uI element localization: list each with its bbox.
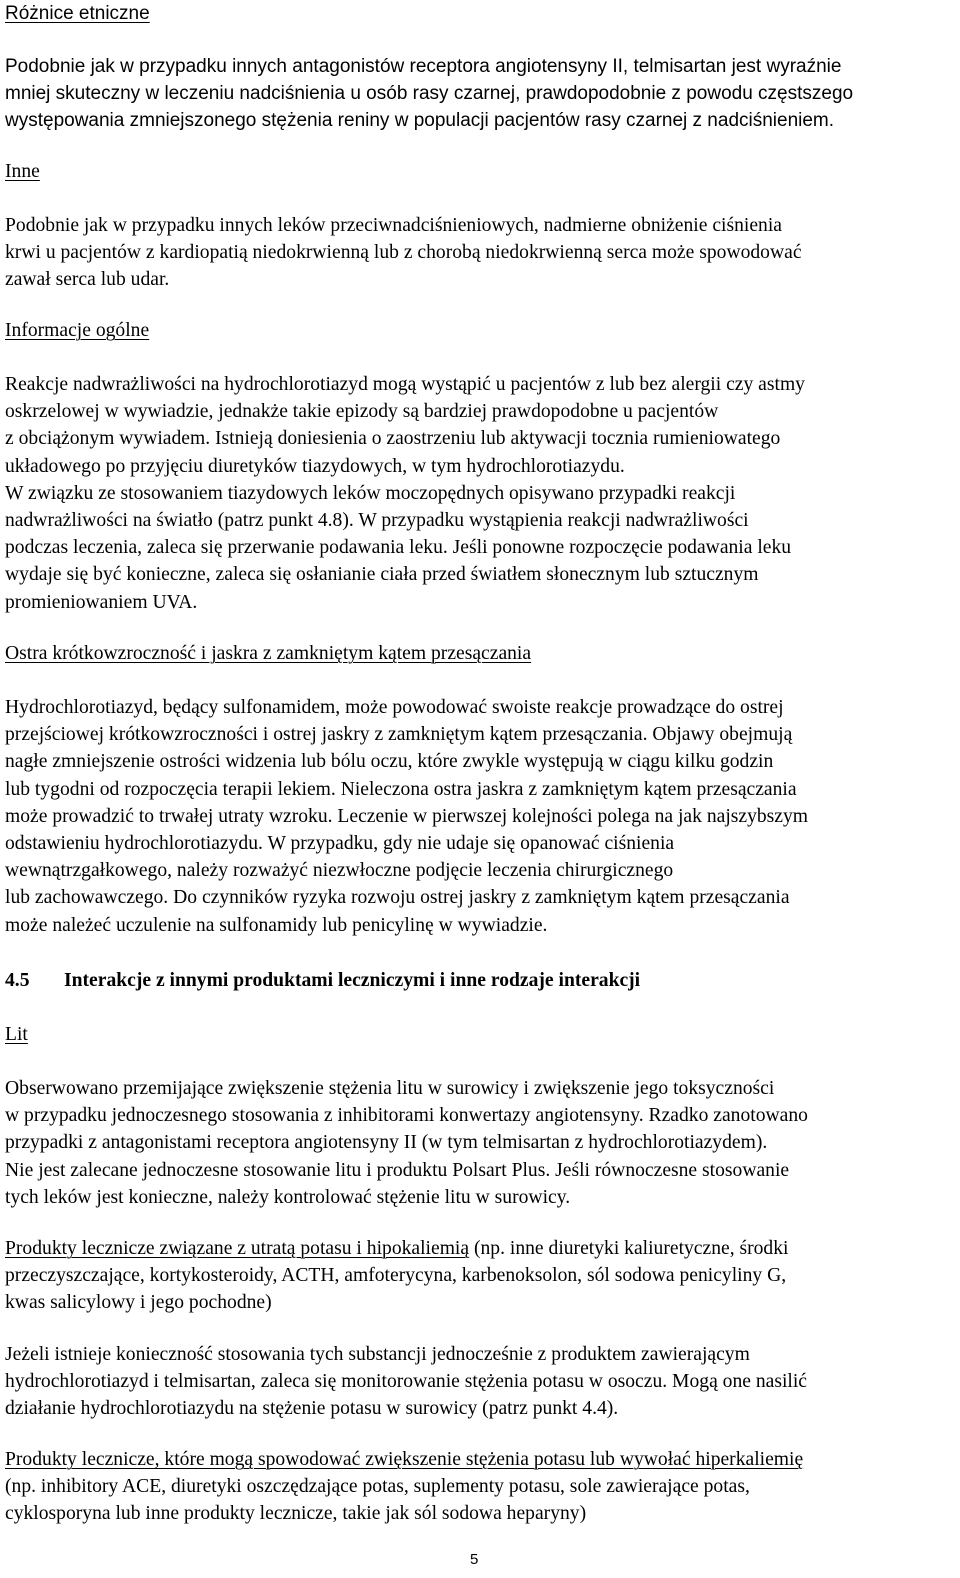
- paragraph-line: występowania zmniejszonego stężenia reniny w populacji pacjentów rasy czarnej z nadciśnieniem.: [5, 110, 835, 131]
- paragraph-line: oskrzelowej w wywiadzie, jednakże takie epizody są bardziej prawdopodobne u pacjentów: [5, 401, 719, 423]
- paragraph-line: może prowadzić to trwałej utraty wzroku. Leczenie w pierwszej kolejności polega na jak najszybszym: [5, 805, 809, 827]
- paragraph-line: Reakcje nadwrażliwości na hydrochlorotiazyd mogą wystąpić u pacjentów z lub bez alergii czy astmy: [5, 374, 805, 395]
- inline-text: (np. inne diuretyki kaliuretyczne, środki: [469, 1238, 789, 1259]
- paragraph-line: [5, 1235, 788, 1262]
- paragraph-line: zawał serca lub udar.: [5, 269, 170, 291]
- paragraph-line: nagłe zmniejszenie ostrości widzenia lub bólu oczu, które zwykle występują w ciągu kilku godzin: [5, 751, 774, 773]
- paragraph-line: hydrochlorotiazyd i telmisartan, zaleca się monitorowanie stężenia potasu w osoczu. Mogą one nasilić: [5, 1371, 807, 1393]
- page-number: 5: [470, 1551, 479, 1568]
- paragraph-line: (np. inhibitory ACE, diuretyki oszczędzające potas, suplementy potasu, sole zawierające potas,: [5, 1476, 750, 1498]
- paragraph-line: Podobnie jak w przypadku innych antagonistów receptora angiotensyny II, telmisartan jest wyraźnie: [5, 56, 842, 77]
- subheading: Inne: [5, 161, 40, 182]
- paragraph-line: Obserwowano przemijające zwiększenie stężenia litu w surowicy i zwiększenie jego toksyczności: [5, 1078, 775, 1099]
- subheading: Lit: [5, 1024, 28, 1045]
- inline-subheading: Produkty lecznicze, które mogą spowodować zwiększenie stężenia potasu lub wywołać hiperkaliemię: [5, 1449, 804, 1470]
- paragraph-line: działanie hydrochlorotiazydu na stężenie potasu w surowicy (patrz punkt 4.4).: [5, 1398, 619, 1420]
- paragraph-line: W związku ze stosowaniem tiazydowych leków moczopędnych opisywano przypadki reakcji: [5, 482, 736, 504]
- paragraph-line: układowego po przyjęciu diuretyków tiazydowych, w tym hydrochlorotiazydu.: [5, 455, 625, 477]
- subheading: Różnice etniczne: [5, 3, 150, 24]
- paragraph-line: przypadki z antagonistami receptora angiotensyny II (w tym telmisartan z hydrochlorotiazydem).: [5, 1132, 768, 1154]
- inline-subheading: Produkty lecznicze związane z utratą potasu i hipokaliemią: [5, 1238, 470, 1259]
- paragraph-line: cyklosporyna lub inne produkty lecznicze, takie jak sól sodowa heparyny): [5, 1503, 587, 1525]
- paragraph-line: lub zachowawczego. Do czynników ryzyka rozwoju ostrej jaskry z zamkniętym kątem przesączania: [5, 887, 790, 909]
- paragraph-line: przeczyszczające, kortykosteroidy, ACTH, amfoterycyna, karbenoksolon, sól sodowa penicyliny G,: [5, 1265, 787, 1287]
- paragraph-line: Jeżeli istnieje konieczność stosowania tych substancji jednocześnie z produktem zawierającym: [5, 1344, 750, 1365]
- section-title: Interakcje z innymi produktami leczniczymi i inne rodzaje interakcji: [64, 970, 641, 991]
- paragraph-line: promieniowaniem UVA.: [5, 591, 198, 613]
- subheading: Informacje ogólne: [5, 320, 150, 341]
- paragraph-line: kwas salicylowy i jego pochodne): [5, 1292, 272, 1314]
- paragraph-line: lub tygodni od rozpoczęcia terapii lekiem. Nieleczona ostra jaskra z zamkniętym kątem przesączania: [5, 778, 797, 800]
- paragraph-line: krwi u pacjentów z kardiopatią niedokrwienną lub z chorobą niedokrwienną serca może spowodować: [5, 242, 802, 264]
- paragraph-line: nadwrażliwości na światło (patrz punkt 4.8). W przypadku wystąpienia reakcji nadwrażliwości: [5, 510, 749, 531]
- paragraph-line: z obciążonym wywiadem. Istnieją doniesienia o zaostrzeniu lub aktywacji tocznia rumieniowatego: [5, 428, 781, 450]
- paragraph-line: odstawieniu hydrochlorotiazydu. W przypadku, gdy nie udaje się opanować ciśnienia: [5, 833, 675, 854]
- paragraph-line: Podobnie jak w przypadku innych leków przeciwnadciśnieniowych, nadmierne obniżenie ciśnienia: [5, 215, 782, 236]
- section-number: 4.5: [5, 970, 30, 991]
- paragraph-line: [5, 1446, 803, 1473]
- subheading: Ostra krótkowzroczność i jaskra z zamkniętym kątem przesączania: [5, 643, 532, 664]
- paragraph-line: może należeć uczulenie na sulfonamidy lub penicylinę w wywiadzie.: [5, 914, 548, 936]
- paragraph-line: tych leków jest konieczne, należy kontrolować stężenie litu w surowicy.: [5, 1186, 571, 1208]
- paragraph-line: wydaje się być konieczne, zaleca się osłanianie ciała przed światłem słonecznym lub sztucznym: [5, 564, 759, 586]
- paragraph-line: Nie jest zalecane jednoczesne stosowanie litu i produktu Polsart Plus. Jeśli równoczesne stosowanie: [5, 1159, 790, 1181]
- paragraph-line: w przypadku jednoczesnego stosowania z inhibitorami konwertazy angiotensyny. Rzadko zanotowano: [5, 1105, 808, 1127]
- paragraph-line: Hydrochlorotiazyd, będący sulfonamidem, może powodować swoiste reakcje prowadzące do ostrej: [5, 697, 784, 718]
- paragraph-line: mniej skuteczny w leczeniu nadciśnienia u osób rasy czarnej, prawdopodobnie z powodu częstszego: [5, 83, 854, 104]
- paragraph-line: przejściowej krótkowzroczności i ostrej jaskry z zamkniętym kątem przesączania. Objawy obejmują: [5, 724, 793, 746]
- paragraph-line: podczas leczenia, zaleca się przerwanie podawania leku. Jeśli ponowne rozpoczęcie podawania leku: [5, 537, 792, 559]
- paragraph-line: wewnątrzgałkowego, należy rozważyć niezwłoczne podjęcie leczenia chirurgicznego: [5, 860, 674, 882]
